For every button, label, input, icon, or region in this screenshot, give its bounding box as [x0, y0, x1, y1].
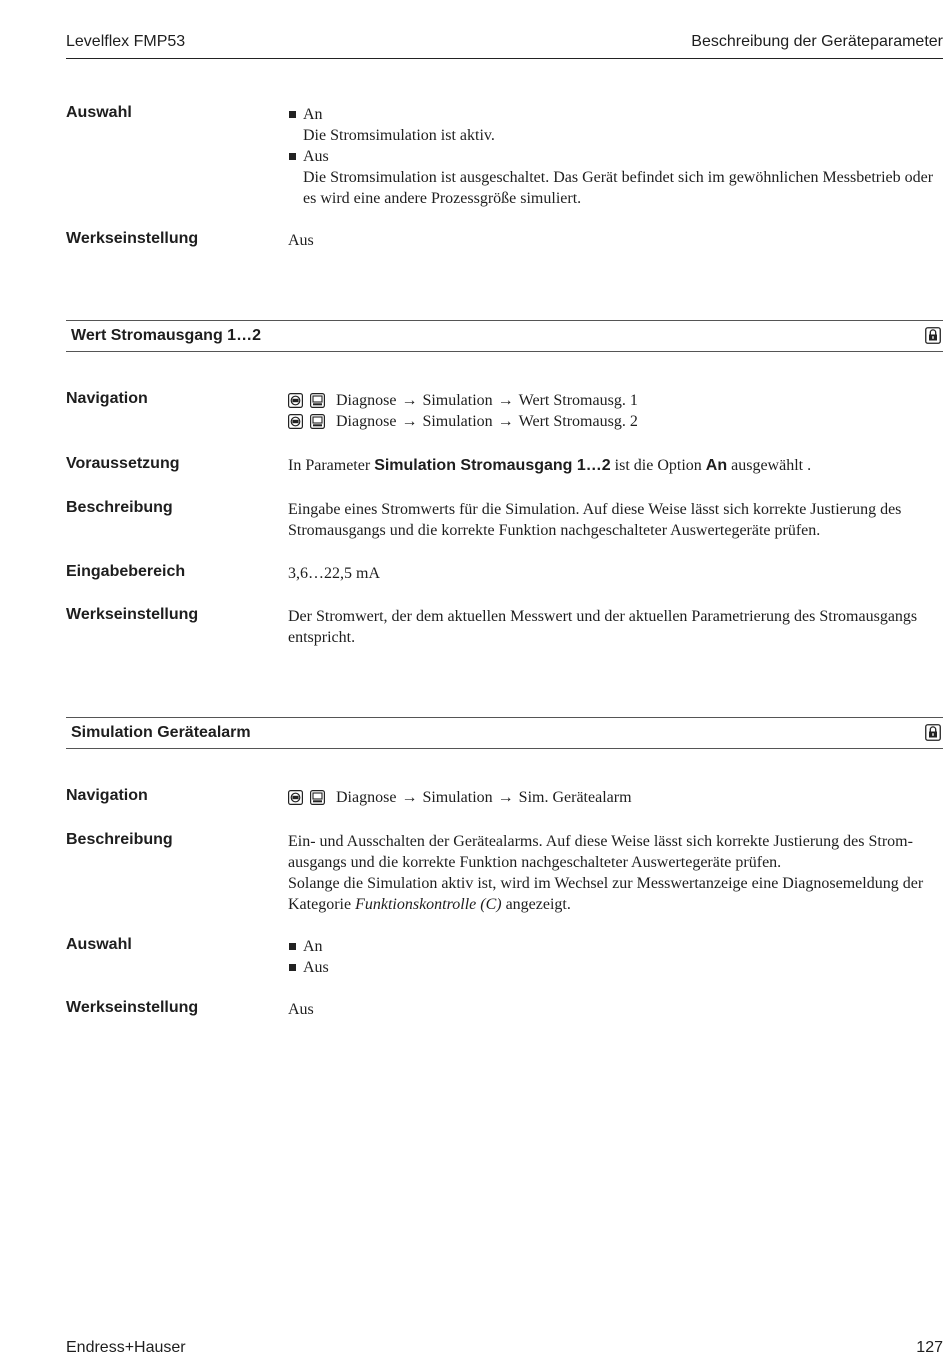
werkseinstellung-label: Werkseinstellung: [66, 230, 199, 247]
nav-path: [288, 411, 943, 432]
option-an: [288, 104, 943, 125]
beschreibung-label: Beschreibung: [66, 499, 173, 516]
option-name: Aus: [303, 148, 329, 165]
parameter-name: Simulation Stromausgang 1…2: [374, 457, 611, 474]
navigation-paths: [288, 787, 943, 808]
arrow-icon: →: [401, 413, 418, 430]
option-description: Die Stromsimulation ist ausgeschaltet. Das Gerät befindet sich im gewöhnlichen Messbetrieb oder es wird eine andere Prozessgröße simuliert.: [303, 169, 934, 207]
display-menu-icon: [310, 414, 325, 429]
nav-step: Simulation: [422, 413, 493, 430]
beschreibung-value: [288, 831, 943, 915]
werkseinstellung-label: Werkseinstellung: [66, 606, 199, 623]
nav-path: [288, 390, 943, 411]
beschreibung-paragraph: Ein- und Ausschalten der Gerätealarms. Auf diese Weise lässt sich korrekte Justierung des Strom-ausgangs und die korrekte Funktion nachgeschalteter Auswertegeräte prüfen.: [288, 833, 913, 871]
header-document-title: Levelflex FMP53: [66, 33, 186, 50]
category-name: Funktionskontrolle (C): [355, 896, 502, 913]
arrow-icon: →: [497, 413, 514, 430]
beschreibung-text: angezeigt.: [501, 896, 571, 913]
beschreibung-text: Solange die Simulation aktiv ist, wird im Wechsel zur Messwertanzeige eine Diagnosemeldung der Kategorie: [288, 875, 924, 913]
voraussetzung-value: [288, 455, 943, 476]
navigation-paths: [288, 390, 943, 432]
nav-step: Wert Stromausg. 2: [518, 413, 638, 430]
footer-company: Endress+Hauser: [66, 1339, 186, 1356]
nav-step: Diagnose: [336, 392, 397, 409]
arrow-icon: →: [497, 392, 514, 409]
navigation-label: Navigation: [66, 787, 148, 804]
beschreibung-label: Beschreibung: [66, 831, 173, 848]
lock-icon: [925, 327, 941, 344]
voraussetzung-text: ausgewählt .: [727, 457, 812, 474]
option-name: An: [303, 938, 323, 955]
navigation-label: Navigation: [66, 390, 148, 407]
display-menu-icon: [310, 393, 325, 408]
arrow-icon: →: [401, 789, 418, 806]
expert-menu-icon: [288, 393, 303, 408]
beschreibung-paragraph: [288, 873, 943, 915]
nav-step: Sim. Gerätealarm: [518, 789, 632, 806]
eingabebereich-label: Eingabebereich: [66, 563, 186, 580]
expert-menu-icon: [288, 414, 303, 429]
nav-step: Wert Stromausg. 1: [518, 392, 638, 409]
voraussetzung-label: Voraussetzung: [66, 455, 180, 472]
auswahl-options: [288, 104, 943, 209]
auswahl-label: Auswahl: [66, 104, 132, 121]
nav-path: [288, 787, 943, 808]
arrow-icon: →: [401, 392, 418, 409]
section-header-wert-stromausgang: [66, 320, 943, 352]
option-description: Die Stromsimulation ist aktiv.: [303, 127, 495, 144]
section-title: Wert Stromausgang 1…2: [71, 327, 261, 344]
header-rule: [66, 58, 943, 59]
expert-menu-icon: [288, 790, 303, 805]
werkseinstellung-label: Werkseinstellung: [66, 999, 199, 1016]
auswahl-options: [288, 936, 943, 978]
nav-step: Simulation: [422, 392, 493, 409]
option-name: An: [303, 106, 323, 123]
header-chapter-title: Beschreibung der Geräteparameter: [691, 33, 943, 50]
voraussetzung-text: ist die Option: [610, 457, 706, 474]
beschreibung-value: Eingabe eines Stromwerts für die Simulation. Auf diese Weise lässt sich korrekte Justierung des Stromausgangs und die korrekte Funktion nachgeschalteter Auswertegeräte prüfen.: [288, 501, 902, 539]
bullet-icon: [289, 153, 296, 160]
werkseinstellung-value: Aus: [288, 1001, 314, 1018]
page-number: 127: [916, 1339, 943, 1356]
bullet-icon: [289, 943, 296, 950]
section-header-simulation-geraetealarm: [66, 717, 943, 749]
nav-step: Diagnose: [336, 789, 397, 806]
nav-step: Simulation: [422, 789, 493, 806]
werkseinstellung-value: Der Stromwert, der dem aktuellen Messwert und der aktuellen Parametrierung des Stromausgangs entspricht.: [288, 608, 918, 646]
option-name: An: [705, 457, 728, 474]
option-aus: [288, 146, 943, 167]
option-aus: [288, 957, 943, 978]
bullet-icon: [289, 964, 296, 971]
option-an: [288, 936, 943, 957]
section-title: Simulation Gerätealarm: [71, 724, 251, 741]
arrow-icon: →: [497, 789, 514, 806]
bullet-icon: [289, 111, 296, 118]
option-name: Aus: [303, 959, 329, 976]
werkseinstellung-value: Aus: [288, 232, 314, 249]
auswahl-label: Auswahl: [66, 936, 132, 953]
voraussetzung-text: In Parameter: [288, 457, 375, 474]
nav-step: Diagnose: [336, 413, 397, 430]
display-menu-icon: [310, 790, 325, 805]
eingabebereich-value: 3,6…22,5 mA: [288, 565, 380, 582]
lock-icon: [925, 724, 941, 741]
